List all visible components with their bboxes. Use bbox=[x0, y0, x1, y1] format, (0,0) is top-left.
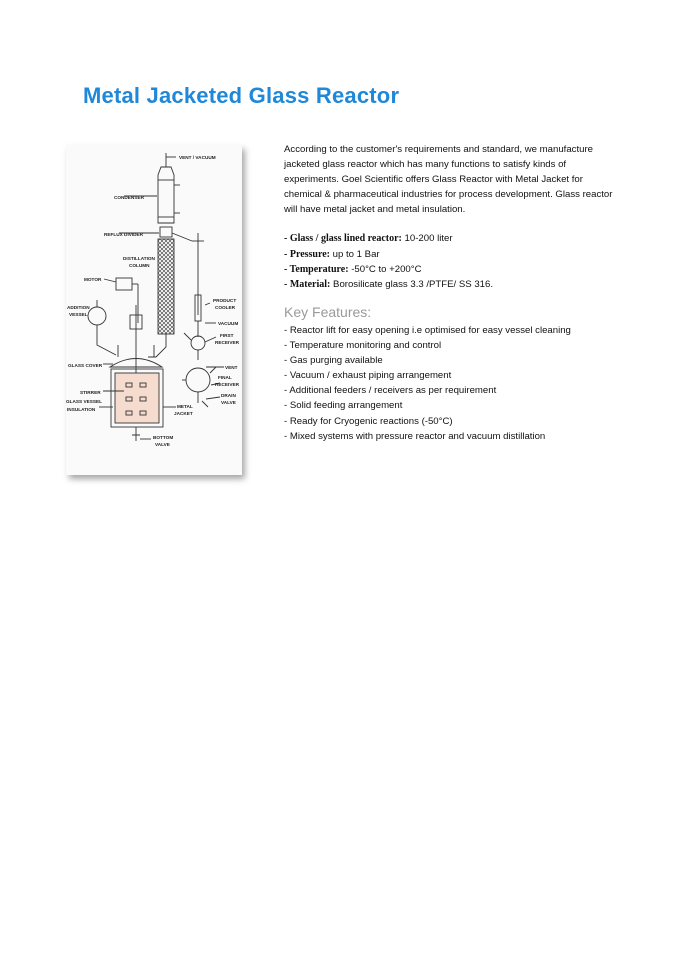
label-final: FINAL bbox=[218, 375, 232, 380]
spec-item bbox=[284, 277, 614, 292]
spec-key: - Glass / glass lined reactor: bbox=[284, 233, 402, 245]
label-vent-vacuum: VENT / VACUUM bbox=[179, 155, 216, 160]
spec-key: - Pressure: bbox=[284, 248, 331, 260]
spec-value: up to 1 Bar bbox=[330, 248, 380, 260]
spec-item bbox=[284, 231, 614, 246]
spec-item bbox=[284, 262, 614, 277]
label-first: FIRST bbox=[220, 333, 234, 338]
spec-key: - Material: bbox=[284, 278, 331, 290]
reactor-diagram bbox=[66, 145, 242, 475]
feature-item: - Temperature monitoring and control bbox=[284, 340, 442, 352]
label-cooler: COOLER bbox=[215, 305, 236, 310]
label-bottom-valve: VALVE bbox=[155, 442, 170, 447]
feature-item: - Solid feeding arrangement bbox=[284, 400, 403, 412]
label-reflux-divider: REFLUX DIVIDER bbox=[104, 232, 144, 237]
label-receiver: RECEIVER bbox=[215, 340, 239, 345]
label-product: PRODUCT bbox=[213, 298, 237, 303]
label-motor: MOTOR bbox=[84, 277, 102, 282]
feature-item: - Vacuum / exhaust piping arrangement bbox=[284, 370, 452, 382]
features-list bbox=[284, 323, 614, 444]
label-glass-cover: GLASS COVER bbox=[68, 363, 103, 368]
spec-list bbox=[284, 231, 614, 291]
label-vessel: VESSEL bbox=[69, 312, 88, 317]
label-bottom: BOTTOM bbox=[153, 435, 174, 440]
label-insulation: INSULATION bbox=[67, 407, 96, 412]
page-title: Metal Jacketed Glass Reactor bbox=[83, 83, 400, 108]
label-glass-vessel: GLASS VESSEL bbox=[66, 399, 102, 404]
label-distillation: DISTILLATION bbox=[123, 256, 155, 261]
spec-key: - Temperature: bbox=[284, 263, 349, 275]
label-vent: VENT bbox=[225, 365, 238, 370]
label-final-receiver: RECEIVER bbox=[215, 382, 239, 387]
spec-value: -50°C to +200°C bbox=[348, 263, 422, 275]
spec-item bbox=[284, 247, 614, 262]
intro-paragraph: According to the customer's requirements and standard, we manufacture jacketed glass reactor which has many functions to satisfy kinds of experiments. Goel Scientific offers Glass Reactor with Metal Jacket for chemical & pharmaceutical industries for process development. Glass reactor will have metal jacket and metal insulation. bbox=[284, 144, 613, 216]
label-addition: ADDITION bbox=[67, 305, 90, 310]
label-metal: METAL bbox=[177, 404, 193, 409]
feature-item: - Mixed systems with pressure reactor and vacuum distillation bbox=[284, 430, 546, 442]
label-drain-valve: VALVE bbox=[221, 400, 236, 405]
feature-item: - Gas purging available bbox=[284, 355, 383, 367]
label-column: COLUMN bbox=[129, 263, 150, 268]
label-drain: DRAIN bbox=[221, 393, 236, 398]
feature-item: - Reactor lift for easy opening i.e optimised for easy vessel cleaning bbox=[284, 324, 571, 336]
spec-value: 10-200 liter bbox=[401, 233, 453, 245]
spec-value: Borosilicate glass 3.3 /PTFE/ SS 316. bbox=[330, 278, 494, 290]
label-condenser: CONDENSER bbox=[114, 195, 144, 200]
reactor-schematic bbox=[66, 145, 242, 475]
label-vacuum: VACUUM bbox=[218, 321, 239, 326]
features-heading: Key Features: bbox=[284, 303, 372, 320]
description-panel bbox=[284, 142, 614, 444]
feature-item: - Additional feeders / receivers as per requirement bbox=[284, 385, 497, 397]
label-jacket: JACKET bbox=[174, 411, 193, 416]
label-stirrer: STIRRER bbox=[80, 390, 101, 395]
feature-item: - Ready for Cryogenic reactions (-50°C) bbox=[284, 415, 453, 427]
